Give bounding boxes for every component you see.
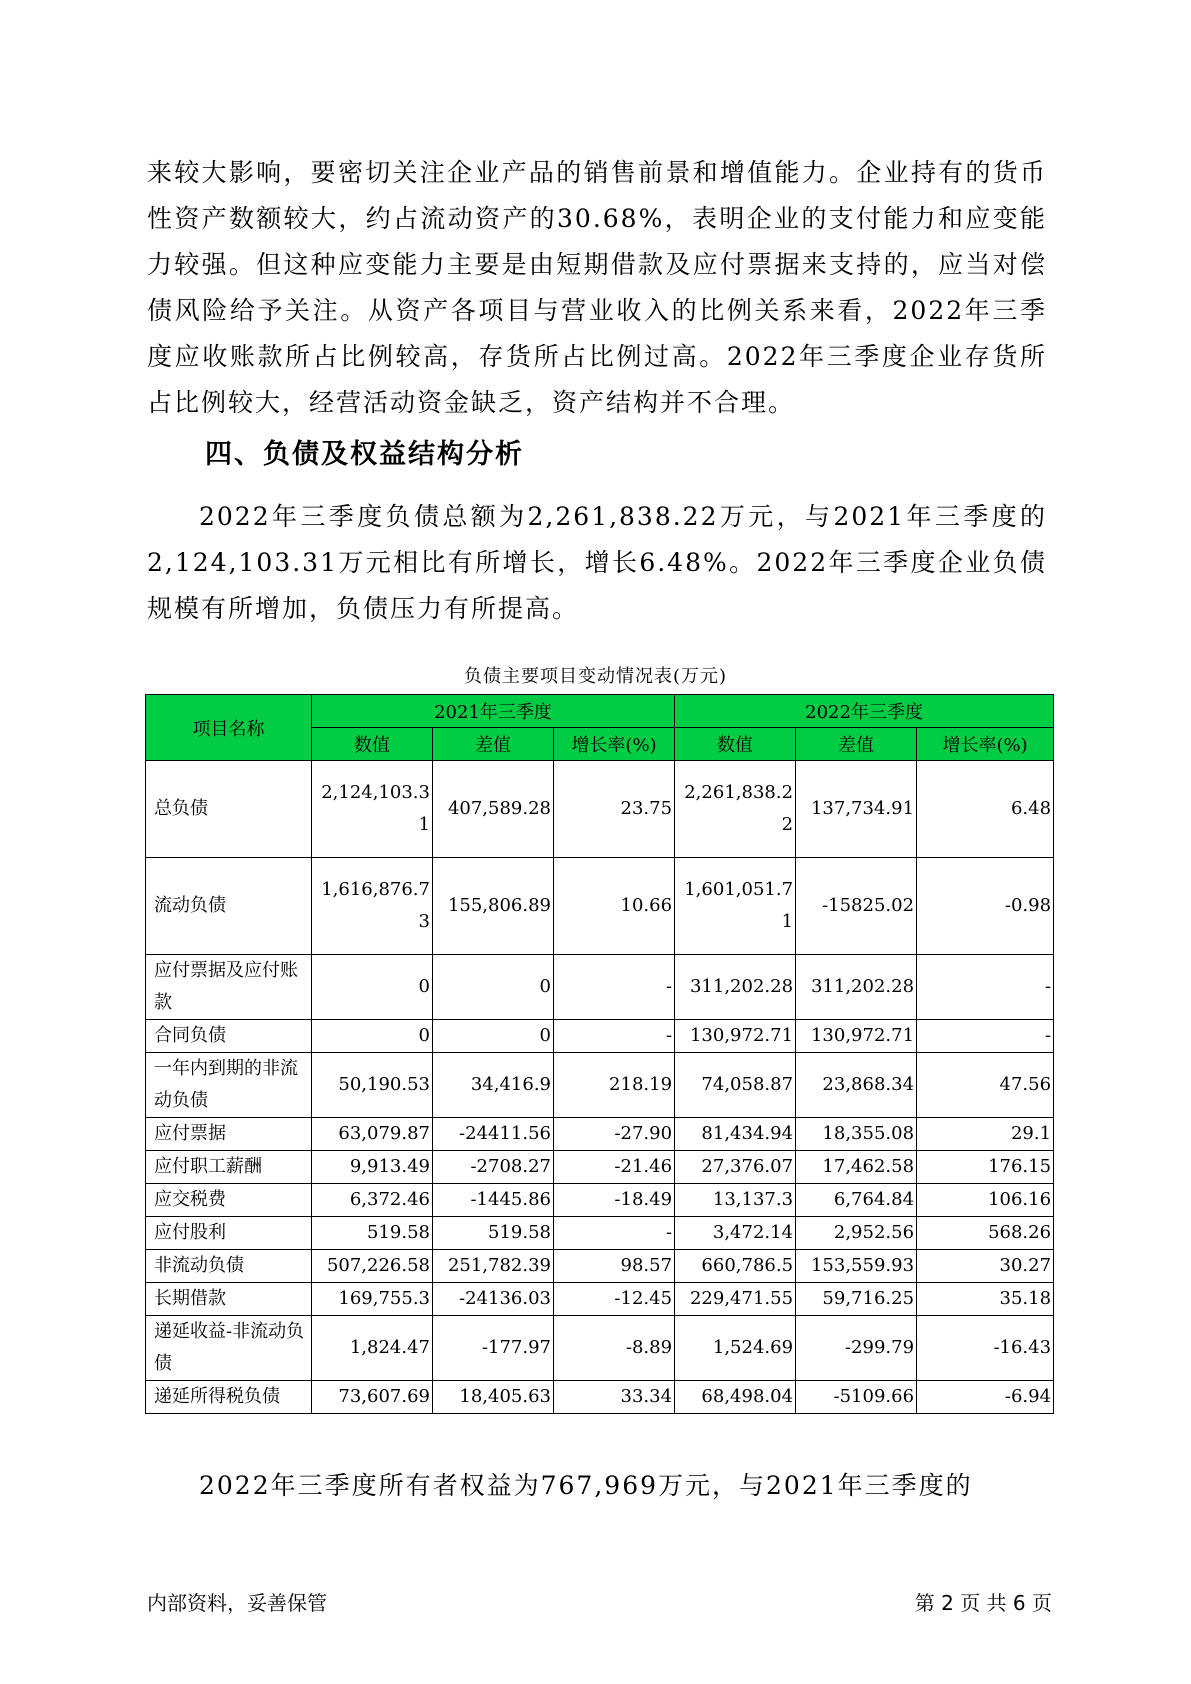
cell-v21: 6,372.46 — [312, 1184, 433, 1217]
table-body — [146, 761, 1054, 1414]
cell-g21: -27.90 — [554, 1118, 675, 1151]
cell-d22: 59,716.25 — [796, 1283, 917, 1316]
footer-confidential-note: 内部资料，妥善保管 — [147, 1591, 327, 1615]
cell-d21: 18,405.63 — [433, 1381, 554, 1414]
row-item-name: 应交税费 — [146, 1184, 312, 1217]
cell-v21: 169,755.3 — [312, 1283, 433, 1316]
row-item-name: 应付职工薪酬 — [146, 1151, 312, 1184]
cell-v22: 311,202.28 — [675, 955, 796, 1020]
row-item-name: 应付票据及应付账款 — [146, 955, 312, 1020]
header-diff-2022: 差值 — [796, 728, 917, 761]
cell-g22: - — [917, 1020, 1054, 1053]
cell-v22: 13,137.3 — [675, 1184, 796, 1217]
table-caption: 负债主要项目变动情况表(万元) — [463, 666, 728, 687]
cell-g21: -21.46 — [554, 1151, 675, 1184]
table-row — [146, 1151, 1054, 1184]
cell-v22: 1,601,051.71 — [675, 858, 796, 955]
cell-d22: 137,734.91 — [796, 761, 917, 858]
cell-g22: 568.26 — [917, 1217, 1054, 1250]
cell-g22: -0.98 — [917, 858, 1054, 955]
cell-d22: 130,972.71 — [796, 1020, 917, 1053]
cell-g22: 176.15 — [917, 1151, 1054, 1184]
table-row — [146, 1053, 1054, 1118]
cell-g21: -12.45 — [554, 1283, 675, 1316]
cell-g22: 47.56 — [917, 1053, 1054, 1118]
liability-table — [145, 694, 1054, 1414]
header-item-name: 项目名称 — [146, 695, 312, 761]
cell-d22: -299.79 — [796, 1316, 917, 1381]
cell-d22: 2,952.56 — [796, 1217, 917, 1250]
table-row — [146, 1283, 1054, 1316]
cell-d21: 519.58 — [433, 1217, 554, 1250]
cell-v22: 3,472.14 — [675, 1217, 796, 1250]
cell-v21: 2,124,103.31 — [312, 761, 433, 858]
cell-g21: 10.66 — [554, 858, 675, 955]
cell-v22: 27,376.07 — [675, 1151, 796, 1184]
cell-v22: 229,471.55 — [675, 1283, 796, 1316]
cell-d22: -15825.02 — [796, 858, 917, 955]
cell-d22: 6,764.84 — [796, 1184, 917, 1217]
table-row — [146, 1250, 1054, 1283]
cell-d22: 23,868.34 — [796, 1053, 917, 1118]
table-row — [146, 1020, 1054, 1053]
cell-v21: 0 — [312, 1020, 433, 1053]
cell-v22: 2,261,838.22 — [675, 761, 796, 858]
cell-d22: 311,202.28 — [796, 955, 917, 1020]
cell-v21: 73,607.69 — [312, 1381, 433, 1414]
header-growth-2022: 增长率(%) — [917, 728, 1054, 761]
cell-v21: 9,913.49 — [312, 1151, 433, 1184]
cell-d21: 155,806.89 — [433, 858, 554, 955]
cell-v21: 63,079.87 — [312, 1118, 433, 1151]
row-item-name: 一年内到期的非流动负债 — [146, 1053, 312, 1118]
cell-v22: 660,786.5 — [675, 1250, 796, 1283]
row-item-name: 非流动负债 — [146, 1250, 312, 1283]
cell-g21: -18.49 — [554, 1184, 675, 1217]
cell-d22: -5109.66 — [796, 1381, 917, 1414]
paragraph-liability-summary: 2022年三季度负债总额为2,261,838.22万元，与2021年三季度的2,124,103.31万元相比有所增长，增长6.48%。2022年三季度企业负债规模有所增加，负债压力有所提高。 — [147, 502, 1047, 623]
row-item-name: 递延所得税负债 — [146, 1381, 312, 1414]
row-item-name: 合同负债 — [146, 1020, 312, 1053]
paragraph-equity-summary: 2022年三季度所有者权益为767,969万元，与2021年三季度的 — [199, 1471, 973, 1500]
header-diff-2021: 差值 — [433, 728, 554, 761]
paragraph-asset-structure: 来较大影响，要密切关注企业产品的销售前景和增值能力。企业持有的货币性资产数额较大，约占流动资产的30.68%，表明企业的支付能力和应变能力较强。但这种应变能力主要是由短期借款及应付票据来支持的，应当对偿债风险给予关注。从资产各项目与营业收入的比例关系来看，2022年三季度应收账款所占比例较高，存货所占比例过高。2022年三季度企业存货所占比例较大，经营活动资金缺乏，资产结构并不合理。 — [147, 158, 1047, 417]
cell-v21: 50,190.53 — [312, 1053, 433, 1118]
cell-d21: -24136.03 — [433, 1283, 554, 1316]
cell-d21: 0 — [433, 1020, 554, 1053]
cell-d21: 251,782.39 — [433, 1250, 554, 1283]
table-row — [146, 1118, 1054, 1151]
cell-d21: -1445.86 — [433, 1184, 554, 1217]
table-row — [146, 1217, 1054, 1250]
table-row — [146, 858, 1054, 955]
section-heading: 四、负债及权益结构分析 — [205, 439, 524, 470]
table-row — [146, 1184, 1054, 1217]
cell-d22: 18,355.08 — [796, 1118, 917, 1151]
cell-g21: 23.75 — [554, 761, 675, 858]
cell-v21: 0 — [312, 955, 433, 1020]
cell-v22: 68,498.04 — [675, 1381, 796, 1414]
cell-d22: 17,462.58 — [796, 1151, 917, 1184]
cell-g22: 35.18 — [917, 1283, 1054, 1316]
cell-v21: 1,616,876.73 — [312, 858, 433, 955]
cell-v22: 74,058.87 — [675, 1053, 796, 1118]
cell-g21: 98.57 — [554, 1250, 675, 1283]
table-row — [146, 955, 1054, 1020]
cell-g22: 106.16 — [917, 1184, 1054, 1217]
table-row — [146, 761, 1054, 858]
header-growth-2021: 增长率(%) — [554, 728, 675, 761]
header-value-2022: 数值 — [675, 728, 796, 761]
cell-g22: - — [917, 955, 1054, 1020]
table-row — [146, 1381, 1054, 1414]
cell-g21: 218.19 — [554, 1053, 675, 1118]
row-item-name: 长期借款 — [146, 1283, 312, 1316]
cell-d21: -2708.27 — [433, 1151, 554, 1184]
cell-d21: -24411.56 — [433, 1118, 554, 1151]
row-item-name: 应付票据 — [146, 1118, 312, 1151]
cell-v21: 507,226.58 — [312, 1250, 433, 1283]
cell-v21: 1,824.47 — [312, 1316, 433, 1381]
footer-page-number: 第 2 页 共 6 页 — [914, 1591, 1052, 1615]
cell-v22: 81,434.94 — [675, 1118, 796, 1151]
row-item-name: 总负债 — [146, 761, 312, 858]
cell-d21: 407,589.28 — [433, 761, 554, 858]
row-item-name: 应付股利 — [146, 1217, 312, 1250]
row-item-name: 流动负债 — [146, 858, 312, 955]
cell-g22: -16.43 — [917, 1316, 1054, 1381]
cell-v22: 130,972.71 — [675, 1020, 796, 1053]
cell-g21: - — [554, 955, 675, 1020]
header-period-2022: 2022年三季度 — [675, 695, 1054, 728]
cell-g22: 6.48 — [917, 761, 1054, 858]
cell-g21: -8.89 — [554, 1316, 675, 1381]
row-item-name: 递延收益-非流动负债 — [146, 1316, 312, 1381]
cell-d21: 34,416.9 — [433, 1053, 554, 1118]
cell-d22: 153,559.93 — [796, 1250, 917, 1283]
cell-v22: 1,524.69 — [675, 1316, 796, 1381]
cell-g21: - — [554, 1217, 675, 1250]
table-row — [146, 1316, 1054, 1381]
cell-g21: - — [554, 1020, 675, 1053]
cell-g22: -6.94 — [917, 1381, 1054, 1414]
header-period-2021: 2021年三季度 — [312, 695, 675, 728]
cell-g21: 33.34 — [554, 1381, 675, 1414]
cell-g22: 29.1 — [917, 1118, 1054, 1151]
header-value-2021: 数值 — [312, 728, 433, 761]
cell-d21: 0 — [433, 955, 554, 1020]
cell-g22: 30.27 — [917, 1250, 1054, 1283]
cell-v21: 519.58 — [312, 1217, 433, 1250]
cell-d21: -177.97 — [433, 1316, 554, 1381]
